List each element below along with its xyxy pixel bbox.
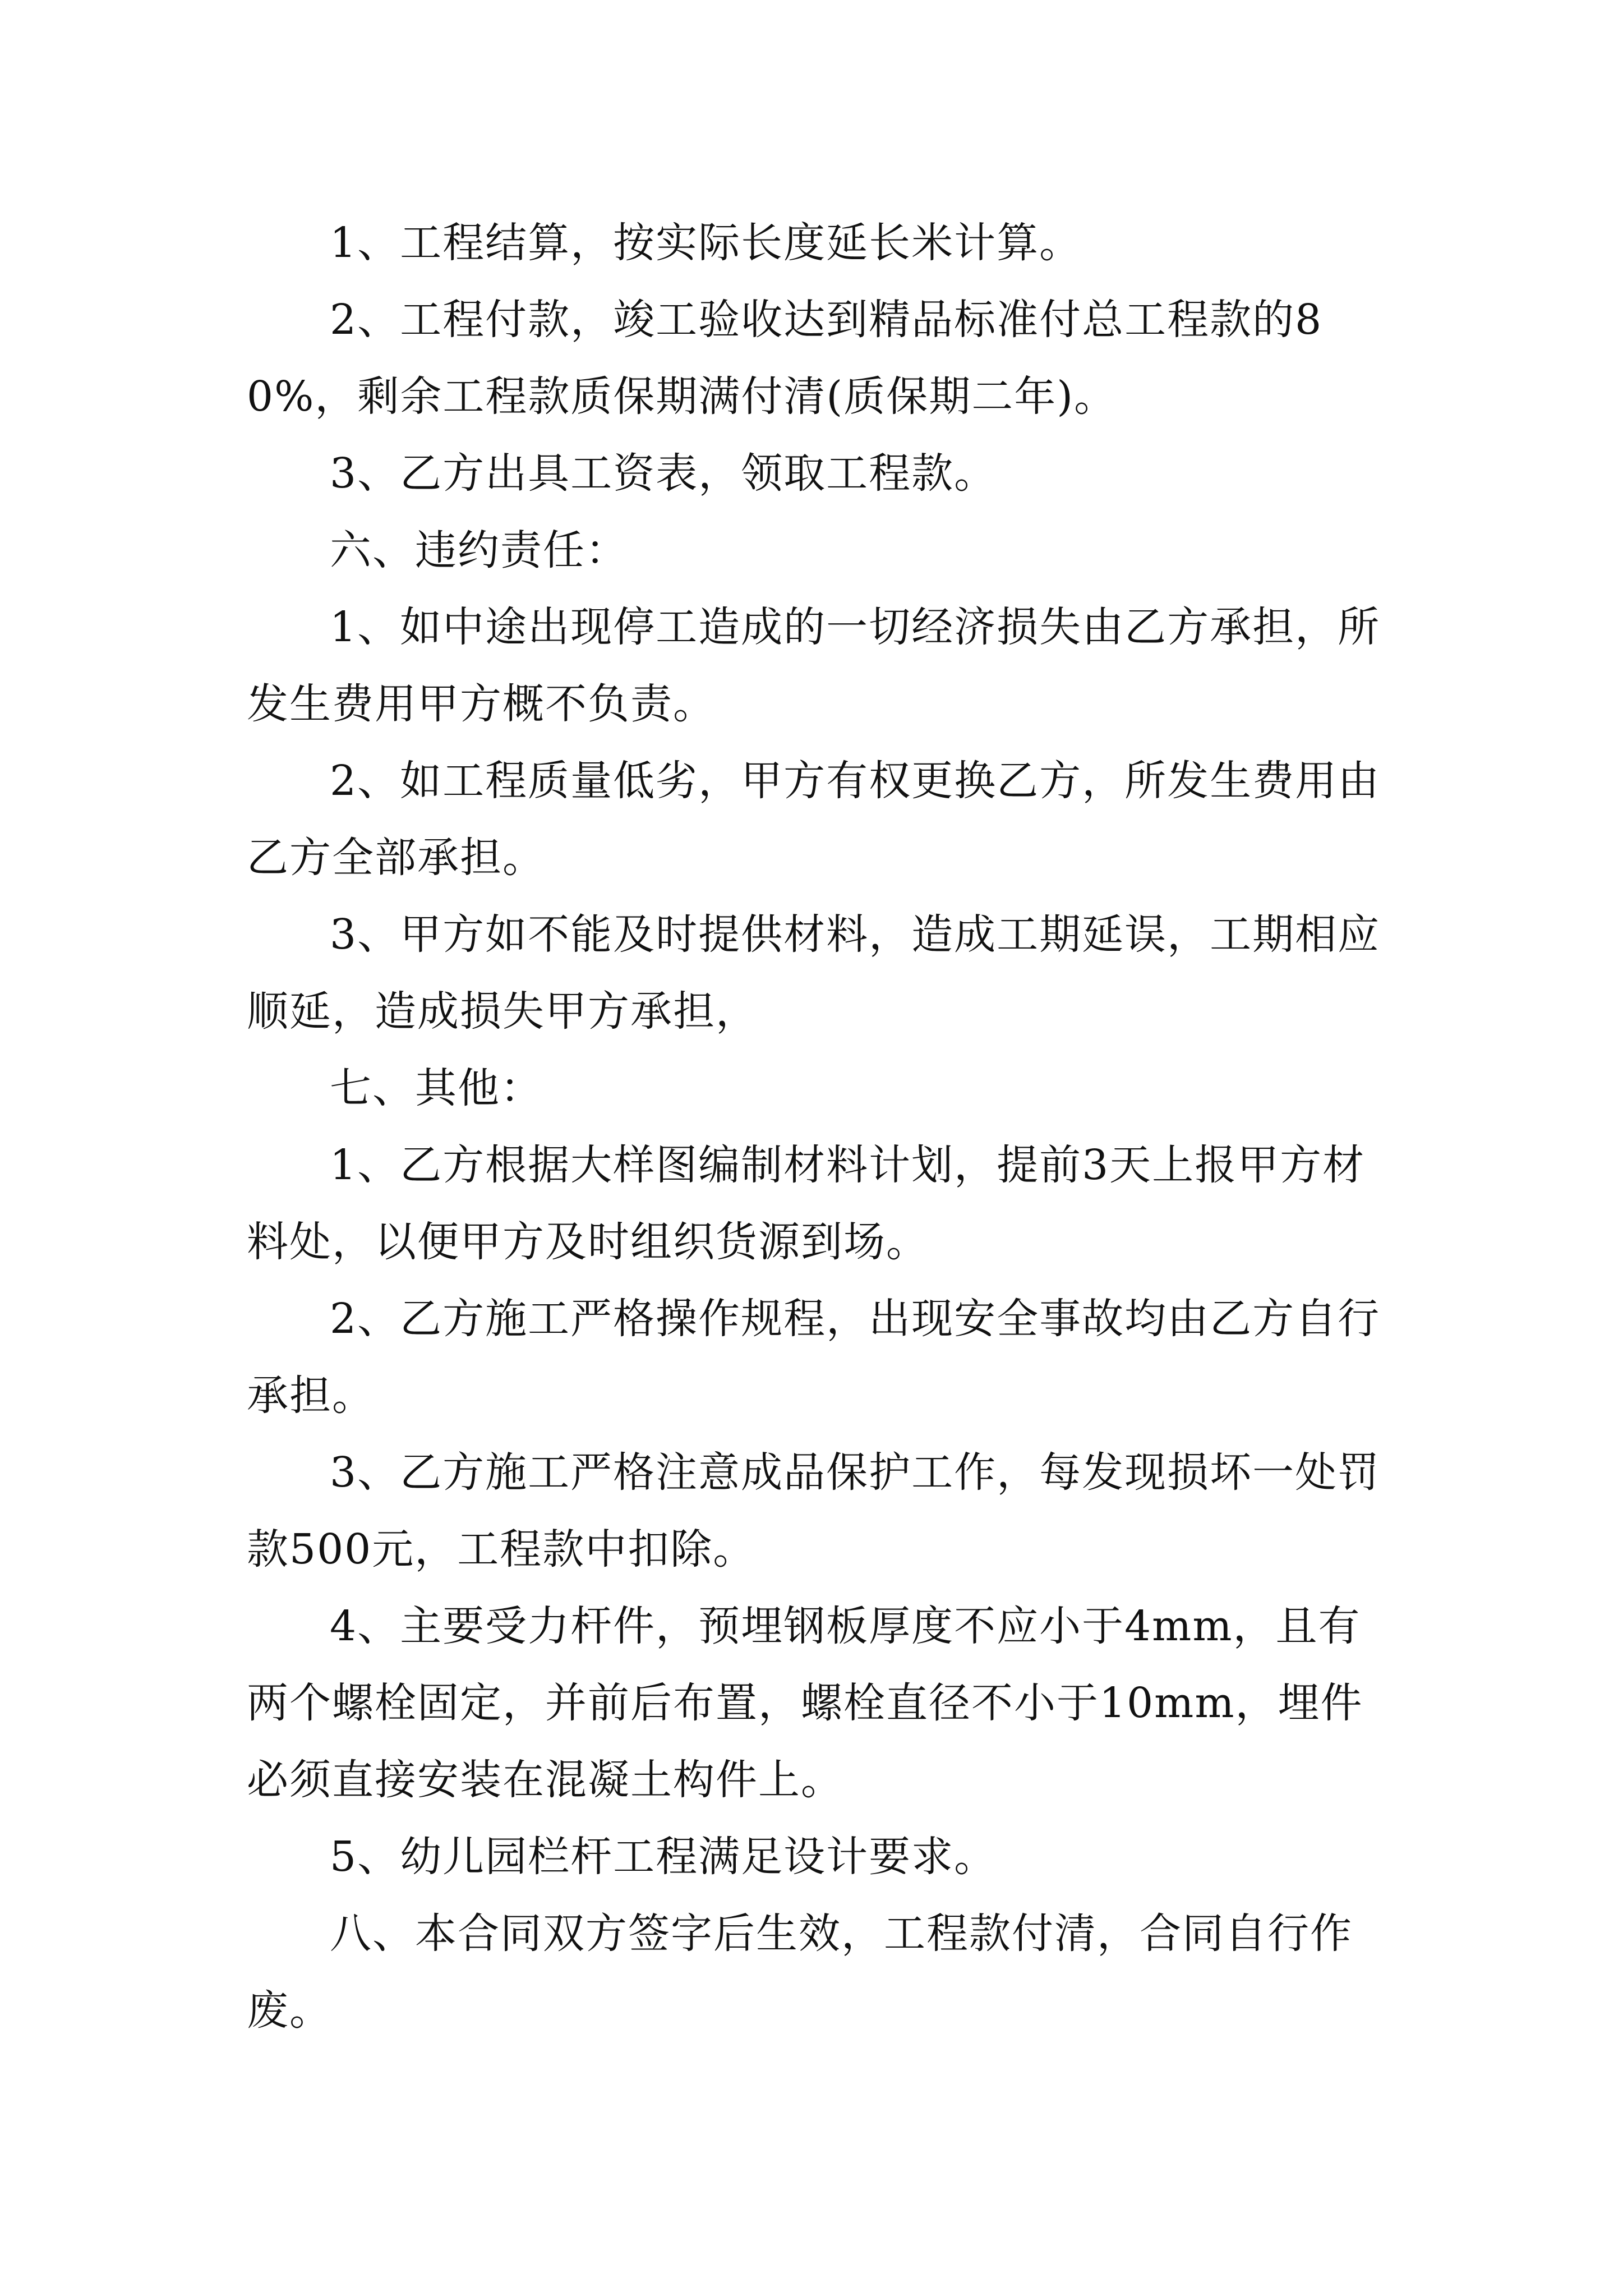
document-body [247,205,1385,2049]
clause-structural-requirements: 4、主要受力杆件，预埋钢板厚度不应小于4mm，且有两个螺栓固定，并前后布置，螺栓直径不小于10mm，埋件必须直接安装在混凝土构件上。 [247,1602,1363,1804]
clause-settlement: 1、工程结算，按实际长度延长米计算。 [330,219,1082,267]
clause-protection-penalty: 3、乙方施工严格注意成品保护工作，每发现损坏一处罚款500元，工程款中扣除。 [247,1448,1381,1573]
clause-material-plan: 1、乙方根据大样图编制材料计划，提前3天上报甲方材料处，以便甲方及时组织货源到场。 [247,1141,1366,1266]
section-heading-other: 七、其他： [330,1064,543,1112]
clause-poor-quality: 2、如工程质量低劣，甲方有权更换乙方，所发生费用由乙方全部承担。 [247,757,1381,882]
clause-payroll: 3、乙方出具工资表，领取工程款。 [330,449,997,498]
clause-contract-effect: 八、本合同双方签字后生效，工程款付清，合同自行作废。 [247,1910,1353,2035]
section-heading-liability: 六、违约责任： [330,526,628,574]
clause-safety: 2、乙方施工严格操作规程，出现安全事故均由乙方自行承担。 [247,1295,1381,1420]
clause-work-stoppage: 1、如中途出现停工造成的一切经济损失由乙方承担，所发生费用甲方概不负责。 [247,603,1381,728]
clause-kindergarten-railing: 5、幼儿园栏杆工程满足设计要求。 [330,1833,997,1881]
clause-payment: 2、工程付款，竣工验收达到精品标准付总工程款的80%，剩余工程款质保期满付清(质保期二年)。 [247,296,1323,421]
clause-material-delay: 3、甲方如不能及时提供材料，造成工期延误，工期相应顺延，造成损失甲方承担， [247,910,1381,1036]
